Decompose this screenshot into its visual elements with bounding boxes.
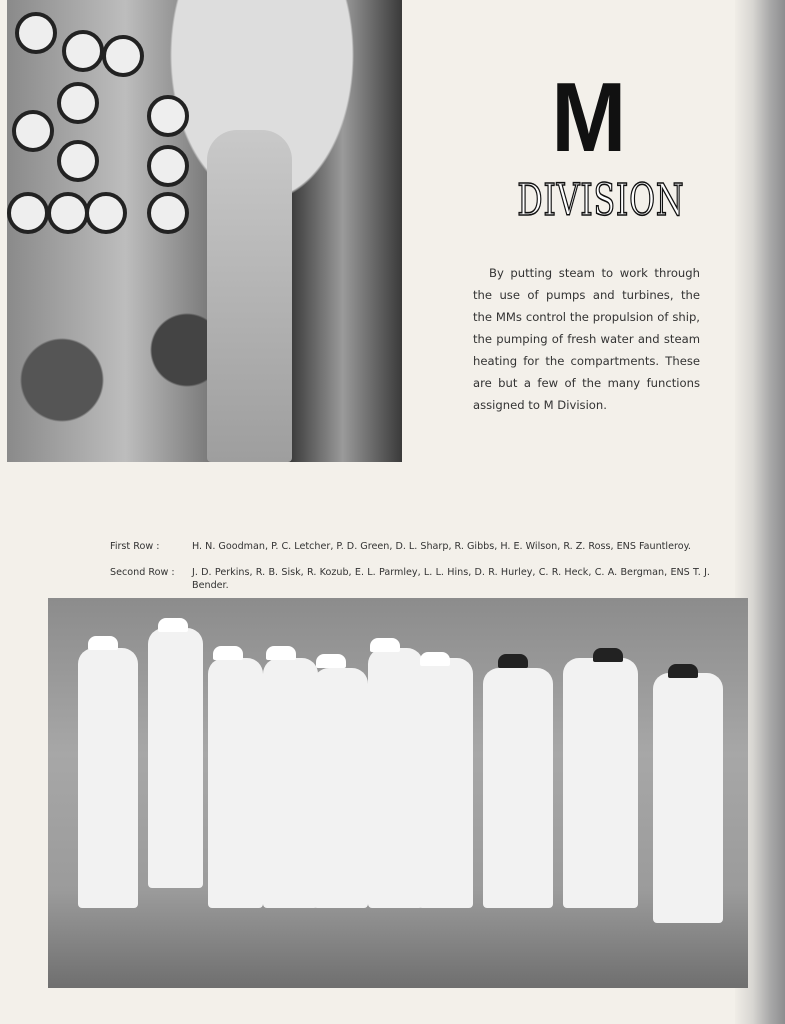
sailor-figure: [263, 658, 318, 908]
gauge-icon: [12, 110, 54, 152]
gauge-icon: [147, 95, 189, 137]
sailor-figure: [563, 658, 638, 908]
sailor-figure: [313, 668, 368, 908]
sailor-cap: [158, 618, 188, 632]
officer-cap: [498, 654, 528, 668]
caption-row-names: J. D. Perkins, R. B. Sisk, R. Kozub, E. L. Parmley, L. L. Hins, D. R. Hurley, C. R. Heck, C. A. Bergman, ENS T. J. Bender.: [192, 567, 710, 591]
title-letter: M: [551, 62, 627, 172]
sailor-cap: [266, 646, 296, 660]
gauge-icon: [85, 192, 127, 234]
sailor-with-headset: [207, 130, 292, 462]
caption-row-label: First Row :: [110, 541, 160, 552]
sailor-figure: [418, 658, 473, 908]
gauge-icon: [57, 82, 99, 124]
caption-row-label: Second Row :: [110, 567, 175, 578]
sailor-cap: [370, 638, 400, 652]
sailor-figure: [148, 628, 203, 888]
sailor-figure: [483, 668, 553, 908]
gauge-icon: [47, 192, 89, 234]
title-word: DIVISION: [517, 175, 685, 226]
gauge-icon: [57, 140, 99, 182]
caption-row-names: H. N. Goodman, P. C. Letcher, P. D. Green, D. L. Sharp, R. Gibbs, H. E. Wilson, R. Z. Ross, ENS Fauntleroy.: [192, 541, 691, 552]
officer-figure: [653, 673, 723, 923]
sailor-cap: [88, 636, 118, 650]
officer-cap: [668, 664, 698, 678]
gauge-icon: [147, 145, 189, 187]
group-photo: [48, 598, 748, 988]
sailor-cap: [420, 652, 450, 666]
sailor-figure: [78, 648, 138, 908]
gauge-icon: [102, 35, 144, 77]
gauge-icon: [62, 30, 104, 72]
sailor-cap: [213, 646, 243, 660]
gauge-icon: [15, 12, 57, 54]
officer-cap: [593, 648, 623, 662]
gauge-icon: [7, 192, 49, 234]
intro-paragraph: By putting steam to work through the use of pumps and turbines, the the MMs control the propulsion of ship, the pumping of fresh water and steam heating for the compartments. These are but a few of the many functions assigned to M Division.: [473, 266, 700, 412]
engine-room-photo: [7, 0, 402, 462]
sailor-figure: [368, 648, 423, 908]
sailor-figure: [208, 658, 263, 908]
sailor-cap: [316, 654, 346, 668]
gauge-icon: [147, 192, 189, 234]
